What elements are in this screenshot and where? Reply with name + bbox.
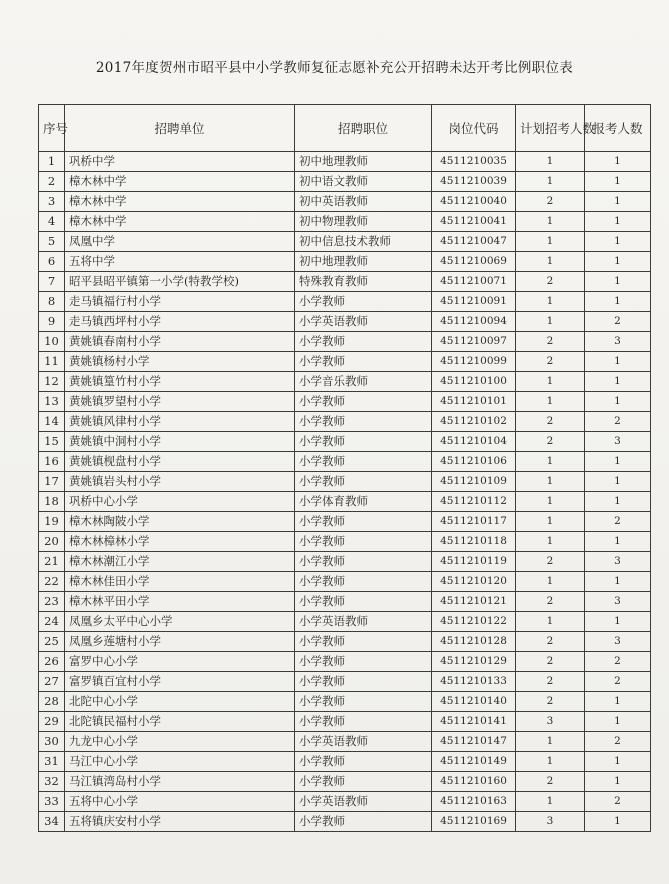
cell-code: 4511210102 <box>432 412 516 432</box>
table-row <box>39 492 651 512</box>
cell-position: 小学教师 <box>295 812 432 832</box>
page-title: 2017年度贺州市昭平县中小学教师复征志愿补充公开招聘未达开考比例职位表 <box>95 60 574 76</box>
cell-applicants: 1 <box>585 472 651 492</box>
cell-code: 4511210169 <box>432 812 516 832</box>
cell-applicants: 3 <box>585 632 651 652</box>
cell-code: 4511210140 <box>432 692 516 712</box>
cell-position: 特殊教育教师 <box>295 272 432 292</box>
cell-no: 14 <box>39 412 65 432</box>
cell-applicants: 1 <box>585 152 651 172</box>
cell-planned: 1 <box>516 512 585 532</box>
cell-applicants: 1 <box>585 492 651 512</box>
cell-unit: 凤凰乡太平中心小学 <box>65 612 295 632</box>
cell-planned: 2 <box>516 592 585 612</box>
table-row <box>39 672 651 692</box>
cell-applicants: 1 <box>585 692 651 712</box>
cell-unit: 九龙中心小学 <box>65 732 295 752</box>
cell-applicants: 3 <box>585 552 651 572</box>
cell-planned: 2 <box>516 272 585 292</box>
cell-code: 4511210097 <box>432 332 516 352</box>
table-row <box>39 772 651 792</box>
cell-applicants: 1 <box>585 232 651 252</box>
cell-code: 4511210163 <box>432 792 516 812</box>
cell-code: 4511210094 <box>432 312 516 332</box>
cell-no: 12 <box>39 372 65 392</box>
cell-applicants: 2 <box>585 412 651 432</box>
cell-applicants: 1 <box>585 812 651 832</box>
cell-unit: 北陀镇民福村小学 <box>65 712 295 732</box>
cell-position: 小学教师 <box>295 552 432 572</box>
cell-code: 4511210128 <box>432 632 516 652</box>
cell-planned: 1 <box>516 452 585 472</box>
table-row <box>39 292 651 312</box>
table-row <box>39 472 651 492</box>
cell-position: 初中英语教师 <box>295 192 432 212</box>
cell-unit: 五将中心小学 <box>65 792 295 812</box>
table-row <box>39 432 651 452</box>
cell-position: 初中信息技术教师 <box>295 232 432 252</box>
cell-applicants: 1 <box>585 272 651 292</box>
cell-unit: 北陀中心小学 <box>65 692 295 712</box>
cell-planned: 2 <box>516 692 585 712</box>
cell-position: 小学英语教师 <box>295 612 432 632</box>
cell-position: 小学教师 <box>295 392 432 412</box>
cell-no: 26 <box>39 652 65 672</box>
cell-position: 小学教师 <box>295 432 432 452</box>
cell-unit: 黄姚镇罗望村小学 <box>65 392 295 412</box>
cell-position: 小学教师 <box>295 412 432 432</box>
cell-no: 19 <box>39 512 65 532</box>
cell-planned: 2 <box>516 192 585 212</box>
cell-applicants: 1 <box>585 612 651 632</box>
cell-code: 4511210040 <box>432 192 516 212</box>
cell-no: 31 <box>39 752 65 772</box>
header-planned: 计划招考人数 <box>516 105 585 152</box>
cell-position: 小学教师 <box>295 672 432 692</box>
cell-code: 4511210041 <box>432 212 516 232</box>
cell-applicants: 1 <box>585 372 651 392</box>
cell-code: 4511210122 <box>432 612 516 632</box>
cell-position: 小学英语教师 <box>295 792 432 812</box>
cell-applicants: 1 <box>585 292 651 312</box>
cell-planned: 1 <box>516 472 585 492</box>
cell-position: 小学教师 <box>295 292 432 312</box>
cell-unit: 黄姚镇枧盘村小学 <box>65 452 295 472</box>
cell-unit: 巩桥中学 <box>65 152 295 172</box>
cell-no: 10 <box>39 332 65 352</box>
cell-planned: 3 <box>516 812 585 832</box>
table-row <box>39 752 651 772</box>
table-row <box>39 252 651 272</box>
cell-code: 4511210121 <box>432 592 516 612</box>
cell-no: 33 <box>39 792 65 812</box>
cell-unit: 黄姚镇春南村小学 <box>65 332 295 352</box>
cell-code: 4511210129 <box>432 652 516 672</box>
cell-no: 7 <box>39 272 65 292</box>
header-no: 序号 <box>39 105 65 152</box>
cell-no: 17 <box>39 472 65 492</box>
cell-planned: 1 <box>516 172 585 192</box>
table-row <box>39 172 651 192</box>
cell-planned: 3 <box>516 712 585 732</box>
cell-code: 4511210035 <box>432 152 516 172</box>
cell-planned: 2 <box>516 632 585 652</box>
cell-planned: 1 <box>516 152 585 172</box>
cell-no: 6 <box>39 252 65 272</box>
cell-position: 小学教师 <box>295 352 432 372</box>
cell-unit: 樟木林陶陂小学 <box>65 512 295 532</box>
table-row <box>39 592 651 612</box>
cell-code: 4511210149 <box>432 752 516 772</box>
cell-applicants: 2 <box>585 652 651 672</box>
cell-code: 4511210133 <box>432 672 516 692</box>
cell-no: 5 <box>39 232 65 252</box>
cell-position: 小学教师 <box>295 592 432 612</box>
cell-planned: 2 <box>516 412 585 432</box>
cell-no: 3 <box>39 192 65 212</box>
table-row <box>39 412 651 432</box>
cell-unit: 走马镇西坪村小学 <box>65 312 295 332</box>
cell-position: 小学教师 <box>295 472 432 492</box>
cell-unit: 樟木林平田小学 <box>65 592 295 612</box>
cell-planned: 1 <box>516 752 585 772</box>
cell-position: 初中地理教师 <box>295 152 432 172</box>
cell-no: 20 <box>39 532 65 552</box>
cell-planned: 1 <box>516 532 585 552</box>
table-row <box>39 572 651 592</box>
cell-position: 初中物理教师 <box>295 212 432 232</box>
cell-no: 27 <box>39 672 65 692</box>
table-row <box>39 192 651 212</box>
cell-unit: 富罗中心小学 <box>65 652 295 672</box>
cell-code: 4511210039 <box>432 172 516 192</box>
cell-applicants: 1 <box>585 532 651 552</box>
cell-applicants: 2 <box>585 312 651 332</box>
table-row <box>39 312 651 332</box>
cell-planned: 2 <box>516 672 585 692</box>
cell-applicants: 1 <box>585 572 651 592</box>
cell-planned: 1 <box>516 392 585 412</box>
cell-applicants: 1 <box>585 352 651 372</box>
cell-planned: 1 <box>516 312 585 332</box>
cell-no: 4 <box>39 212 65 232</box>
cell-no: 22 <box>39 572 65 592</box>
cell-no: 25 <box>39 632 65 652</box>
cell-position: 小学体育教师 <box>295 492 432 512</box>
cell-no: 18 <box>39 492 65 512</box>
cell-code: 4511210160 <box>432 772 516 792</box>
positions-table <box>38 104 651 832</box>
cell-applicants: 1 <box>585 712 651 732</box>
cell-code: 4511210118 <box>432 532 516 552</box>
cell-applicants: 1 <box>585 172 651 192</box>
table-row <box>39 652 651 672</box>
cell-position: 初中地理教师 <box>295 252 432 272</box>
cell-unit: 黄姚镇篁竹村小学 <box>65 372 295 392</box>
cell-applicants: 2 <box>585 732 651 752</box>
cell-unit: 樟木林潮江小学 <box>65 552 295 572</box>
cell-unit: 樟木林佳田小学 <box>65 572 295 592</box>
header-unit: 招聘单位 <box>65 105 295 152</box>
cell-applicants: 1 <box>585 452 651 472</box>
cell-planned: 1 <box>516 372 585 392</box>
cell-no: 24 <box>39 612 65 632</box>
table-row <box>39 732 651 752</box>
cell-position: 小学教师 <box>295 652 432 672</box>
cell-unit: 樟木林中学 <box>65 212 295 232</box>
table-row <box>39 332 651 352</box>
cell-planned: 1 <box>516 492 585 512</box>
cell-code: 4511210141 <box>432 712 516 732</box>
cell-unit: 黄姚镇岩头村小学 <box>65 472 295 492</box>
cell-position: 小学教师 <box>295 452 432 472</box>
table-row <box>39 272 651 292</box>
cell-code: 4511210112 <box>432 492 516 512</box>
cell-planned: 2 <box>516 332 585 352</box>
cell-unit: 五将镇庆安村小学 <box>65 812 295 832</box>
cell-code: 4511210147 <box>432 732 516 752</box>
cell-code: 4511210047 <box>432 232 516 252</box>
table-row <box>39 692 651 712</box>
cell-applicants: 1 <box>585 252 651 272</box>
cell-unit: 黄姚镇中洞村小学 <box>65 432 295 452</box>
cell-no: 16 <box>39 452 65 472</box>
table-row <box>39 612 651 632</box>
cell-planned: 1 <box>516 292 585 312</box>
cell-position: 小学英语教师 <box>295 732 432 752</box>
cell-unit: 富罗镇百宜村小学 <box>65 672 295 692</box>
cell-no: 32 <box>39 772 65 792</box>
table-row <box>39 632 651 652</box>
cell-unit: 马江镇湾岛村小学 <box>65 772 295 792</box>
cell-applicants: 1 <box>585 392 651 412</box>
cell-unit: 走马镇福行村小学 <box>65 292 295 312</box>
table-row <box>39 552 651 572</box>
cell-code: 4511210100 <box>432 372 516 392</box>
cell-planned: 2 <box>516 772 585 792</box>
table-row <box>39 512 651 532</box>
cell-applicants: 3 <box>585 432 651 452</box>
cell-code: 4511210109 <box>432 472 516 492</box>
cell-position: 小学教师 <box>295 712 432 732</box>
cell-position: 初中语文教师 <box>295 172 432 192</box>
cell-planned: 1 <box>516 212 585 232</box>
cell-unit: 黄姚镇杨村小学 <box>65 352 295 372</box>
cell-code: 4511210104 <box>432 432 516 452</box>
cell-no: 8 <box>39 292 65 312</box>
header-position: 招聘职位 <box>295 105 432 152</box>
cell-no: 29 <box>39 712 65 732</box>
cell-no: 11 <box>39 352 65 372</box>
cell-planned: 1 <box>516 232 585 252</box>
cell-applicants: 1 <box>585 752 651 772</box>
cell-code: 4511210099 <box>432 352 516 372</box>
table-header <box>39 105 651 152</box>
cell-code: 4511210071 <box>432 272 516 292</box>
cell-code: 4511210117 <box>432 512 516 532</box>
table-row <box>39 152 651 172</box>
cell-no: 1 <box>39 152 65 172</box>
cell-applicants: 2 <box>585 792 651 812</box>
table-row <box>39 712 651 732</box>
cell-position: 小学教师 <box>295 572 432 592</box>
cell-code: 4511210120 <box>432 572 516 592</box>
cell-position: 小学教师 <box>295 532 432 552</box>
cell-no: 30 <box>39 732 65 752</box>
table-row <box>39 352 651 372</box>
cell-position: 小学英语教师 <box>295 312 432 332</box>
cell-planned: 2 <box>516 352 585 372</box>
cell-planned: 2 <box>516 652 585 672</box>
table-row <box>39 212 651 232</box>
cell-unit: 黄姚镇风律村小学 <box>65 412 295 432</box>
cell-position: 小学教师 <box>295 332 432 352</box>
cell-unit: 马江中心小学 <box>65 752 295 772</box>
cell-unit: 凤凰乡莲塘村小学 <box>65 632 295 652</box>
cell-planned: 1 <box>516 612 585 632</box>
cell-planned: 1 <box>516 732 585 752</box>
cell-applicants: 3 <box>585 592 651 612</box>
cell-no: 23 <box>39 592 65 612</box>
cell-position: 小学教师 <box>295 512 432 532</box>
cell-no: 13 <box>39 392 65 412</box>
table-body <box>39 152 651 832</box>
table-row <box>39 792 651 812</box>
cell-unit: 樟木林樟林小学 <box>65 532 295 552</box>
cell-unit: 樟木林中学 <box>65 172 295 192</box>
cell-applicants: 2 <box>585 512 651 532</box>
cell-planned: 2 <box>516 552 585 572</box>
cell-no: 15 <box>39 432 65 452</box>
cell-no: 34 <box>39 812 65 832</box>
cell-position: 小学教师 <box>295 772 432 792</box>
cell-planned: 1 <box>516 572 585 592</box>
cell-no: 9 <box>39 312 65 332</box>
cell-position: 小学音乐教师 <box>295 372 432 392</box>
cell-planned: 1 <box>516 792 585 812</box>
table-row <box>39 392 651 412</box>
cell-unit: 巩桥中心小学 <box>65 492 295 512</box>
table-row <box>39 452 651 472</box>
cell-no: 28 <box>39 692 65 712</box>
cell-unit: 凤凰中学 <box>65 232 295 252</box>
header-code: 岗位代码 <box>432 105 516 152</box>
cell-position: 小学教师 <box>295 692 432 712</box>
cell-unit: 樟木林中学 <box>65 192 295 212</box>
table-row <box>39 532 651 552</box>
cell-applicants: 1 <box>585 212 651 232</box>
cell-position: 小学教师 <box>295 752 432 772</box>
cell-applicants: 2 <box>585 672 651 692</box>
header-applicants: 报考人数 <box>585 105 651 152</box>
cell-applicants: 3 <box>585 332 651 352</box>
cell-code: 4511210091 <box>432 292 516 312</box>
cell-planned: 2 <box>516 432 585 452</box>
cell-unit: 昭平县昭平镇第一小学(特教学校) <box>65 272 295 292</box>
cell-position: 小学教师 <box>295 632 432 652</box>
cell-unit: 五将中学 <box>65 252 295 272</box>
table-row <box>39 812 651 832</box>
table-row <box>39 372 651 392</box>
cell-applicants: 1 <box>585 772 651 792</box>
cell-applicants: 1 <box>585 192 651 212</box>
cell-no: 2 <box>39 172 65 192</box>
cell-planned: 1 <box>516 252 585 272</box>
cell-code: 4511210119 <box>432 552 516 572</box>
cell-code: 4511210106 <box>432 452 516 472</box>
cell-code: 4511210101 <box>432 392 516 412</box>
table-row <box>39 232 651 252</box>
cell-no: 21 <box>39 552 65 572</box>
cell-code: 4511210069 <box>432 252 516 272</box>
